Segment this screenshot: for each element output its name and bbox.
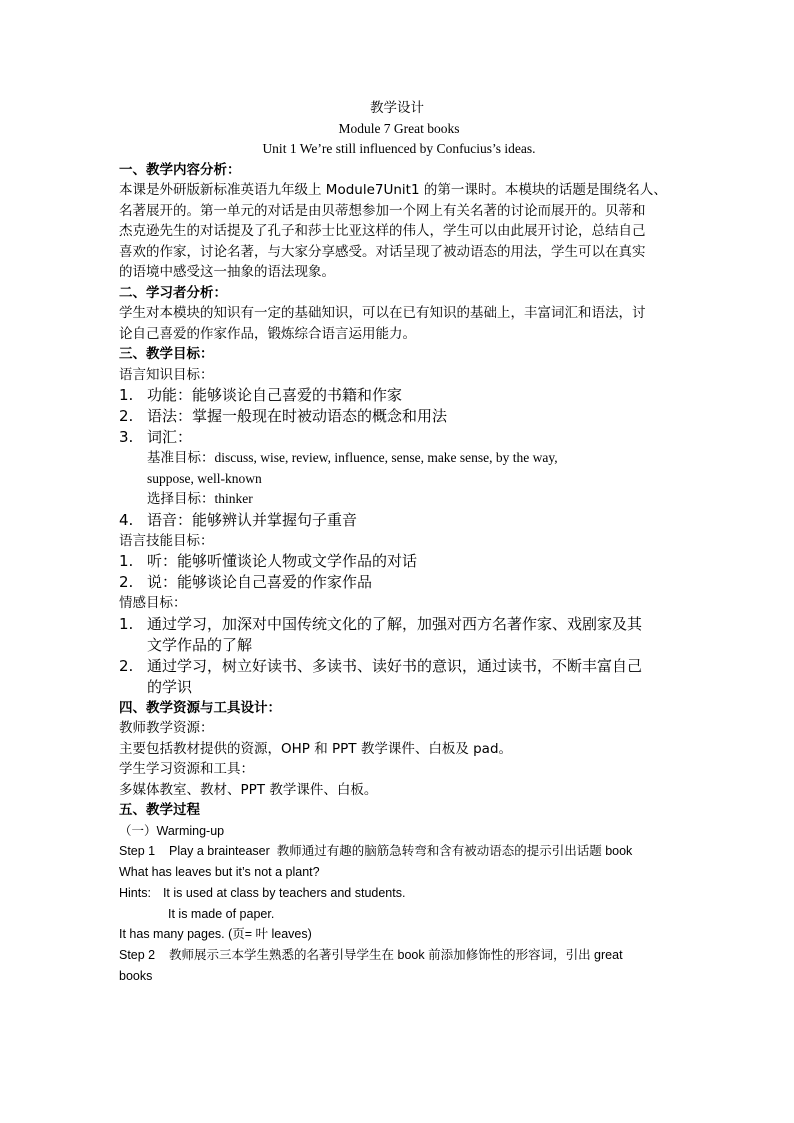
list-text: 通过学习，树立好读书、多读书、读好书的意识，通过读书，不断丰富自己	[147, 656, 643, 675]
list-text: 功能：能够谈论自己喜爱的书籍和作家	[147, 386, 403, 404]
section-heading-content-analysis: 一、教学内容分析：	[119, 161, 241, 178]
subsection-warming-up: （一）Warming-up	[119, 823, 225, 838]
vocab-basic-words-cont: suppose, well-known	[147, 470, 262, 486]
list-number: 2.	[119, 656, 134, 675]
list-text: 语法：掌握一般现在时被动语态的概念和用法	[147, 407, 448, 425]
list-item	[119, 656, 679, 677]
step-1: Step 1 Play a brainteaser 教师通过有趣的脑筋急转弯和含有被动语态的提示引出话题 book	[119, 844, 633, 859]
list-text: 通过学习，加深对中国传统文化的了解，加强对西方名著作家、戏剧家及其	[147, 614, 643, 633]
list-text: 说：能够谈论自己喜爱的作家作品	[147, 573, 373, 591]
step-2-cont: books	[119, 969, 153, 984]
section-heading-process: 五、教学过程	[119, 802, 200, 818]
list-number: 4.	[119, 510, 134, 529]
student-resources-text: 多媒体教室、教材、PPT 教学课件、白板。	[119, 781, 378, 798]
vocab-select-line	[119, 489, 679, 510]
vocab-basic-label: 基准目标：	[147, 450, 215, 466]
list-item	[119, 427, 679, 448]
unit-title: Unit 1 We’re still influenced by Confucius’s ideas.	[262, 141, 536, 156]
document-body	[119, 98, 679, 987]
paragraph-line: 名著展开的。第一单元的对话是由贝蒂想参加一个网上有关名著的讨论而展开的。贝蒂和	[119, 202, 646, 219]
list-text: 词汇：	[147, 428, 193, 446]
list-number: 1.	[119, 552, 134, 570]
paragraph-line: 学生对本模块的知识有一定的基础知识，可以在已有知识的基础上，丰富词汇和语法，讨	[119, 305, 646, 321]
hint-line	[119, 883, 679, 904]
list-item	[119, 406, 679, 427]
list-number: 3.	[119, 428, 134, 446]
list-item	[119, 572, 679, 593]
list-text: 语音：能够辨认并掌握句子重音	[147, 510, 358, 529]
brainteaser-question: What has leaves but it’s not a plant?	[119, 865, 320, 880]
paragraph-line: 喜欢的作家，讨论名著，与大家分享感受。对话呈现了被动语态的用法，学生可以在真实	[119, 243, 646, 260]
list-item	[119, 551, 679, 572]
section-heading-resources: 四、教学资源与工具设计：	[119, 699, 281, 716]
vocab-basic-line	[119, 448, 679, 469]
paragraph-line: 杰克逊先生的对话提及了孔子和莎士比亚这样的伟人，学生可以由此展开讨论，总结自己	[119, 223, 646, 239]
hint-text: It is made of paper.	[168, 906, 275, 921]
paragraph-line: 论自己喜爱的作家作品，锻炼综合语言运用能力。	[119, 325, 416, 342]
hint-text: It is used at class by teachers and students.	[162, 885, 406, 900]
list-text-cont: 文学作品的了解	[147, 635, 253, 654]
skill-objectives-label: 语言技能目标：	[119, 532, 214, 549]
list-item	[119, 510, 679, 531]
paragraph-line: 本课是外研版新标准英语九年级上 Module7Unit1 的第一课时。本模块的话题是围绕名人、	[119, 182, 667, 198]
list-number: 2.	[119, 407, 134, 425]
list-item	[119, 614, 679, 635]
hints-label: Hints:	[119, 885, 151, 900]
section-heading-learner-analysis: 二、学习者分析：	[119, 284, 227, 301]
list-number: 2.	[119, 573, 134, 591]
list-number: 1.	[119, 386, 134, 404]
vocab-select-words: thinker	[214, 491, 253, 506]
section-heading-objectives: 三、教学目标：	[119, 346, 214, 362]
step-2: Step 2 教师展示三本学生熟悉的名著引导学生在 book 前添加修饰性的形容词，引出 great	[119, 948, 623, 963]
teacher-resources-text: 主要包括教材提供的资源，OHP 和 PPT 教学课件、白板及 pad。	[119, 740, 513, 757]
doc-title: 教学设计	[370, 100, 424, 116]
list-text: 听：能够听懂谈论人物或文学作品的对话	[147, 552, 418, 570]
list-text-cont: 的学识	[147, 677, 193, 696]
paragraph-line: 的语境中感受这一抽象的语法现象。	[119, 264, 335, 280]
list-item	[119, 385, 679, 406]
vocab-select-label: 选择目标：	[147, 491, 215, 507]
emotion-objectives-label: 情感目标：	[119, 595, 187, 611]
student-resources-label: 学生学习资源和工具：	[119, 761, 254, 777]
brainteaser-answer: It has many pages. (页= 叶 leaves)	[119, 927, 312, 942]
list-number: 1.	[119, 614, 134, 633]
knowledge-objectives-label: 语言知识目标：	[119, 366, 214, 383]
module-title: Module 7 Great books	[338, 120, 460, 136]
vocab-basic-words: discuss, wise, review, influence, sense, make sense, by the way,	[214, 450, 558, 465]
teacher-resources-label: 教师教学资源：	[119, 720, 214, 736]
